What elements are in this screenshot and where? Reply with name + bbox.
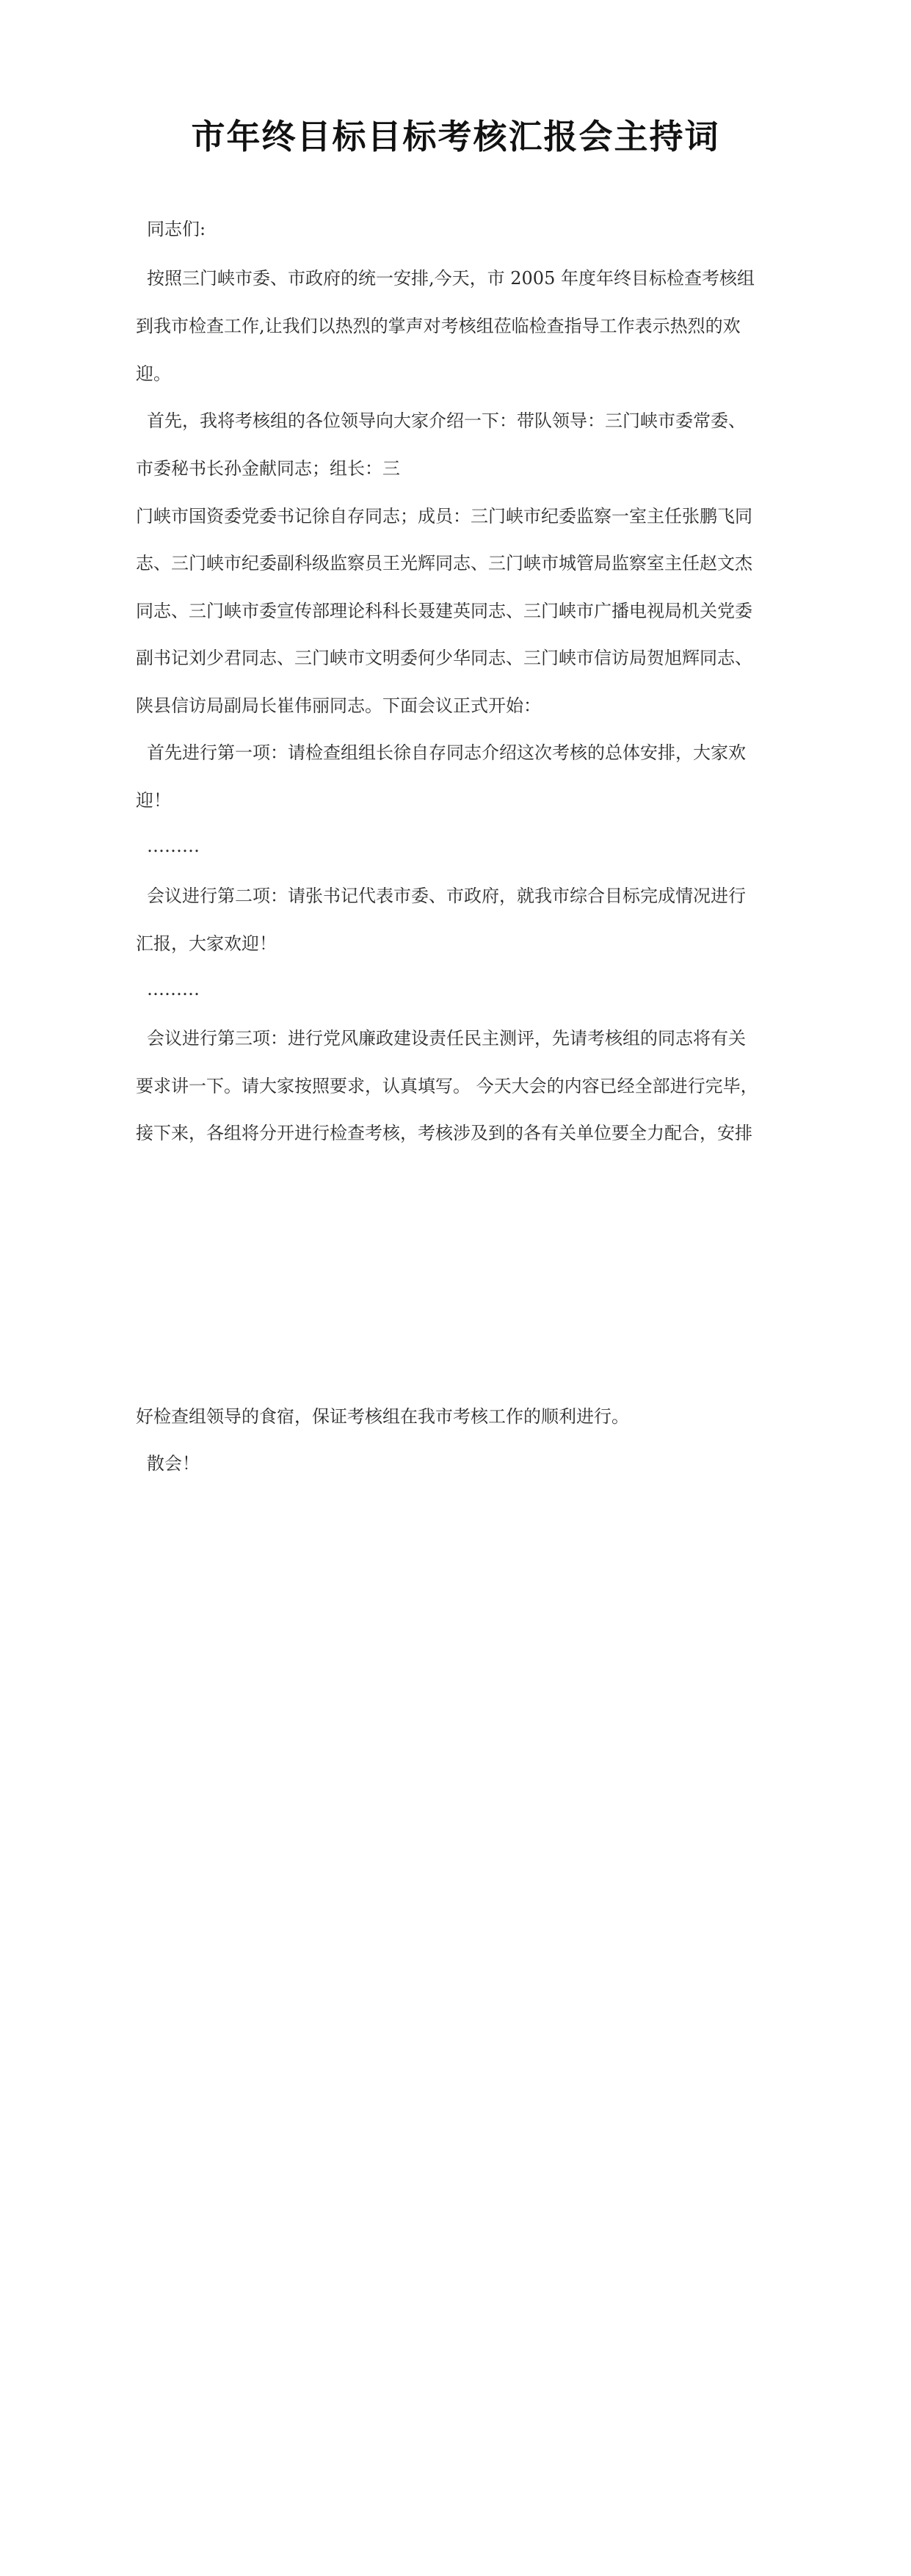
paragraph-line: 会议进行第二项：请张书记代表市委、市政府，就我市综合目标完成情况进行: [147, 886, 746, 906]
paragraph-line: 市委秘书长孙金献同志；组长：三: [136, 458, 400, 479]
paragraph-line: 汇报，大家欢迎！: [136, 933, 277, 954]
greeting-line: 同志们:: [147, 219, 206, 239]
paragraph-line: 门峡市国资委党委书记徐自存同志；成员：三门峡市纪委监察一室主任张鹏飞同: [136, 506, 752, 527]
paragraph-line: 陕县信访局副局长崔伟丽同志。下面会议正式开始：: [136, 695, 541, 716]
paragraph-line: 好检查组领导的食宿，保证考核组在我市考核工作的顺利进行。: [136, 1406, 629, 1427]
paragraph-line: 同志、三门峡市委宣传部理论科科长聂建英同志、三门峡市广播电视局机关党委: [136, 601, 752, 621]
paragraph-line: 接下来，各组将分开进行检查考核，考核涉及到的各有关单位要全力配合，安排: [136, 1123, 752, 1143]
paragraph-line: 志、三门峡市纪委副科级监察员王光辉同志、三门峡市城管局监察室主任赵文杰: [136, 553, 752, 574]
paragraph-line: 按照三门峡市委、市政府的统一安排,今天，市 2005 年度年终目标检查考核组: [147, 268, 755, 289]
paragraph-line: 会议进行第三项：进行党风廉政建设责任民主测评，先请考核组的同志将有关: [147, 1028, 746, 1049]
paragraph-line: 首先，我将考核组的各位领导向大家介绍一下：带队领导：三门峡市委常委、: [147, 410, 746, 431]
ellipsis-line: ………: [147, 979, 200, 999]
paragraph-line: 首先进行第一项：请检查组组长徐自存同志介绍这次考核的总体安排，大家欢: [147, 742, 746, 763]
paragraph-line: 迎。: [136, 363, 171, 384]
closing-line: 散会！: [147, 1453, 200, 1474]
ellipsis-line: ………: [147, 836, 200, 856]
paragraph-line: 要求讲一下。请大家按照要求，认真填写。 今天大会的内容已经全部进行完毕，: [136, 1076, 758, 1096]
paragraph-line: 副书记刘少君同志、三门峡市文明委何少华同志、三门峡市信访局贺旭辉同志、: [136, 648, 752, 668]
paragraph-line: 到我市检查工作,让我们以热烈的掌声对考核组莅临检查指导工作表示热烈的欢: [136, 316, 741, 336]
paragraph-line: 迎！: [136, 790, 171, 811]
document-title: 市年终目标目标考核汇报会主持词: [191, 117, 720, 156]
